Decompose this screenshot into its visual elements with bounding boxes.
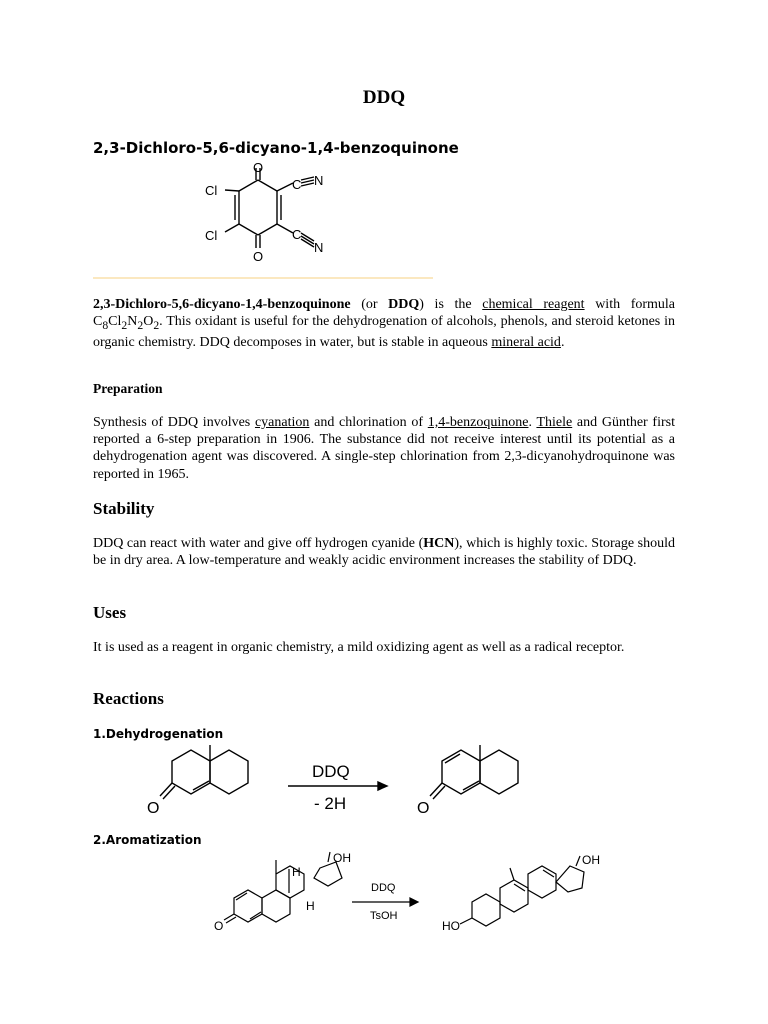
- preparation-heading: Preparation: [93, 381, 163, 396]
- stability-heading: Stability: [93, 499, 155, 518]
- page-title: DDQ: [362, 87, 406, 108]
- hcn-formula: HCN: [423, 536, 455, 551]
- atom-o-bottom: O: [253, 249, 264, 264]
- atom-oh-product: OH: [582, 853, 600, 867]
- atom-o-steroid: O: [214, 919, 224, 933]
- thiele-link[interactable]: Thiele: [536, 415, 573, 430]
- reaction-1-reagent: DDQ: [312, 762, 350, 781]
- aromatization-reaction-diagram: [210, 848, 610, 943]
- ddq-structure-diagram: [195, 160, 345, 270]
- preparation-paragraph: Synthesis of DDQ involves cyanation and chlorination of 1,4-benzoquinone. Thiele and Günther first reported a 6-step preparation in 1906. The substance did not receive interest until its potential as a dehydrogenation agent was discovered. A single-step chlorination from 2,3-dicyanohydroquinone was reported in 1965.: [93, 415, 675, 482]
- atom-h-upper: H: [292, 865, 301, 879]
- atom-c-top: C: [292, 177, 302, 192]
- reaction-1-label: 1.Dehydrogenation: [93, 727, 224, 741]
- uses-paragraph: It is used as a reagent in organic chemistry, a mild oxidizing agent as well as a radical receptor.: [93, 640, 625, 655]
- dehydrogenation-reaction-diagram: [140, 745, 540, 825]
- atom-cl-top: Cl: [205, 183, 218, 198]
- atom-ho-product: HO: [442, 919, 460, 933]
- chemical-formula: $C_8Cl_2N_2O_2$: [93, 314, 160, 332]
- benzoquinone-link[interactable]: 1,4-benzoquinone: [427, 415, 529, 430]
- reaction-2-label: 2.Aromatization: [93, 833, 202, 847]
- atom-n-bottom: N: [314, 240, 324, 255]
- atom-oh-steroid: OH: [333, 851, 351, 865]
- atom-o-reactant: O: [147, 800, 160, 817]
- atom-cl-bottom: Cl: [205, 228, 218, 243]
- atom-n-top: N: [314, 173, 324, 188]
- chemical-reagent-link[interactable]: chemical reagent: [482, 297, 585, 312]
- ddq-abbreviation: DDQ: [388, 297, 420, 312]
- atom-c-bottom: C: [292, 227, 302, 242]
- page-subtitle: 2,3-Dichloro-5,6-dicyano-1,4-benzoquinone: [93, 139, 459, 157]
- compound-name: 2,3-Dichloro-5,6-dicyano-1,4-benzoquinone: [93, 297, 351, 312]
- mineral-acid-link[interactable]: mineral acid: [491, 335, 561, 351]
- atom-h-lower: H: [306, 899, 315, 913]
- atom-o-product: O: [417, 800, 430, 817]
- reaction-1-condition: - 2H: [314, 794, 347, 813]
- reactions-heading: Reactions: [93, 689, 164, 708]
- atom-o-top: O: [253, 160, 264, 175]
- intro-paragraph: 2,3-Dichloro-5,6-dicyano-1,4-benzoquinone (or DDQ) is the chemical reagent with formula $C_8Cl_2N_2O_2$. This oxidant is useful for the dehydrogenation of alcohols, phenols, and steroid ketones in organic chemistry. DDQ decomposes in water, but is stable in aqueous mineral acid.: [93, 297, 676, 351]
- reaction-2-reagent: DDQ: [371, 882, 396, 894]
- cyanation-link[interactable]: cyanation: [254, 415, 310, 430]
- reaction-2-condition: TsOH: [370, 910, 398, 922]
- stability-paragraph: DDQ can react with water and give off hydrogen cyanide (HCN), which is highly toxic. Storage should be in dry area. A low-temperature and weakly acidic environment increases the stability of DDQ.: [93, 536, 676, 569]
- uses-heading: Uses: [93, 603, 127, 622]
- section-divider: [93, 277, 433, 279]
